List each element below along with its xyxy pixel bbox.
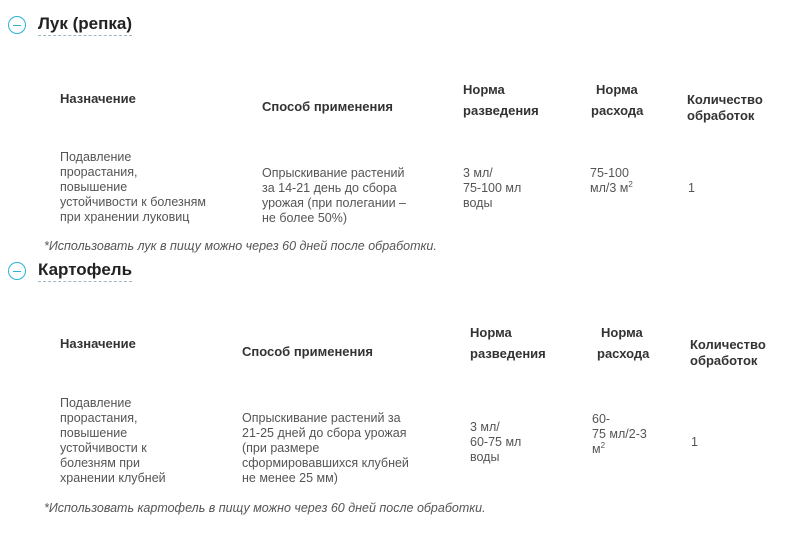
header-method: Способ применения <box>242 344 373 359</box>
header-treatments: Количество обработок <box>687 92 763 123</box>
section-header[interactable] <box>8 12 132 38</box>
cell-purpose: Подавление прорастания, повышение устойчивости к болезням при хранении клубней <box>60 396 166 485</box>
header-method: Способ применения <box>262 99 393 114</box>
collapse-minus-icon[interactable] <box>8 16 26 34</box>
header-consumption: Норма расхода <box>591 82 644 118</box>
header-treatments: Количество обработок <box>690 337 766 368</box>
header-purpose: Назначение <box>60 91 136 106</box>
cell-consumption: 60- 75 мл/2-3 $м^2$ <box>592 412 647 456</box>
cell-consumption: 75-100 мл/3 $м^2$ <box>590 166 633 195</box>
collapse-minus-icon[interactable] <box>8 262 26 280</box>
section-title[interactable]: Картофель <box>38 260 132 282</box>
footnote: *Использовать картофель в пищу можно через 60 дней после обработки. <box>44 501 486 515</box>
cell-method: Опрыскивание растений за 21-25 дней до сбора урожая (при размере сформировавшихся клубней не менее 25 мм) <box>242 411 409 485</box>
cell-method: Опрыскивание растений за 14-21 день до сбора урожая (при полегании – не более 50%) <box>262 166 406 225</box>
header-purpose: Назначение <box>60 336 136 351</box>
cell-treatments: 1 <box>691 435 698 449</box>
header-consumption: Норма расхода <box>597 325 650 361</box>
cell-treatments: 1 <box>688 181 695 195</box>
section-onion <box>0 0 800 258</box>
section-title[interactable]: Лук (репка) <box>38 14 132 36</box>
header-dilution: Норма разведения <box>463 82 539 118</box>
cell-dilution: 3 мл/ 60-75 мл воды <box>470 420 522 464</box>
footnote: *Использовать лук в пищу можно через 60 дней после обработки. <box>44 239 437 253</box>
cell-dilution: 3 мл/ 75-100 мл воды <box>463 166 522 210</box>
cell-purpose: Подавление прорастания, повышение устойчивости к болезням при хранении луковиц <box>60 150 207 224</box>
section-header[interactable] <box>8 258 132 284</box>
section-potato <box>0 258 800 549</box>
header-dilution: Норма разведения <box>470 325 546 361</box>
